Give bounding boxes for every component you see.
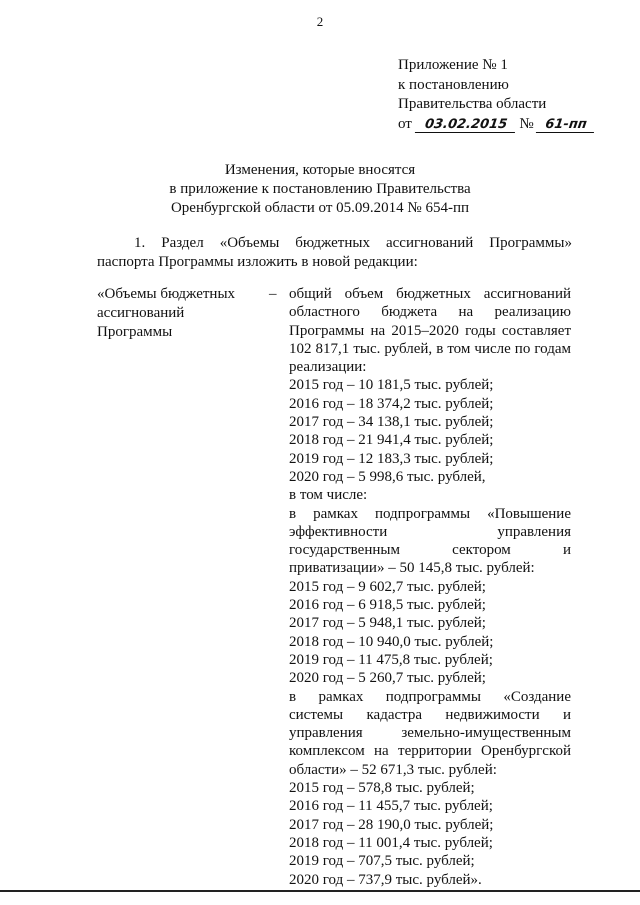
- title-line-2: в приложение к постановлению Правительства: [169, 181, 471, 197]
- sub1-year-2018: 2018 год – 10 940,0 тыс. рублей;: [289, 633, 494, 650]
- total-year-2020: 2020 год – 5 998,6 тыс. рублей,: [289, 468, 486, 485]
- label-line-1: «Объемы бюджетных: [97, 286, 236, 302]
- sub1-year-2020: 2020 год – 5 260,7 тыс. рублей;: [289, 670, 486, 687]
- number-label: №: [519, 115, 534, 132]
- appendix-date-line: [398, 115, 595, 135]
- appendix-resolution: к постановлению: [398, 76, 509, 93]
- total-intro: общий объем бюджетных ассигнований областного бюджета на реализацию Программы на 2015–2020 годы составляет 102 817,1 тыс. рублей, в том числе по годам реализации:: [289, 286, 571, 376]
- from-label: от: [398, 115, 412, 132]
- total-year-2018: 2018 год – 21 941,4 тыс. рублей;: [289, 432, 494, 449]
- appendix-government: Правительства области: [398, 96, 547, 112]
- total-year-2015: 2015 год – 10 181,5 тыс. рублей;: [289, 377, 494, 394]
- sub1-year-2016: 2016 год – 6 918,5 тыс. рублей;: [289, 597, 486, 614]
- handwritten-date: 03.02.2015: [414, 117, 516, 133]
- footer-rule: [0, 890, 640, 892]
- budget-label: [97, 285, 257, 342]
- total-year-2016: 2016 год – 18 374,2 тыс. рублей;: [289, 395, 494, 412]
- handwritten-number: 61-пп: [536, 117, 596, 133]
- sub2-year-2015: 2015 год – 578,8 тыс. рублей;: [289, 780, 475, 797]
- title-line-3: Оренбургской области от 05.09.2014 № 654-пп: [170, 200, 470, 216]
- total-year-2017: 2017 год – 34 138,1 тыс. рублей;: [289, 414, 494, 431]
- subprogram-2-intro: в рамках подпрограммы «Создание системы кадастра недвижимости и управления земельно-имущественным комплексом на территории Оренбургской области» – 52 671,3 тыс. рублей:: [289, 688, 571, 778]
- budget-content: [289, 285, 571, 889]
- appendix-block: [398, 56, 595, 134]
- sub1-year-2017: 2017 год – 5 948,1 тыс. рублей;: [289, 615, 486, 632]
- sub1-year-2015: 2015 год – 9 602,7 тыс. рублей;: [289, 578, 486, 595]
- label-line-2: ассигнований: [97, 305, 185, 321]
- sub2-year-2018: 2018 год – 11 001,4 тыс. рублей;: [289, 834, 493, 851]
- sub2-year-2019: 2019 год – 707,5 тыс. рублей;: [289, 853, 475, 870]
- section-paragraph: 1. Раздел «Объемы бюджетных ассигнований Программы» паспорта Программы изложить в новой редакции:: [97, 235, 572, 270]
- page-number: 2: [316, 14, 324, 29]
- sub2-year-2017: 2017 год – 28 190,0 тыс. рублей;: [289, 816, 494, 833]
- sub2-year-2016: 2016 год – 11 455,7 тыс. рублей;: [289, 798, 493, 815]
- sub2-year-2020: 2020 год – 737,9 тыс. рублей».: [289, 871, 482, 888]
- total-year-2019: 2019 год – 12 183,3 тыс. рублей;: [289, 450, 494, 467]
- appendix-title: Приложение № 1: [398, 57, 508, 73]
- title-line-1: Изменения, которые вносятся: [224, 162, 416, 178]
- sub1-year-2019: 2019 год – 11 475,8 тыс. рублей;: [289, 651, 493, 668]
- label-dash: –: [269, 286, 277, 302]
- label-line-3: Программы: [97, 324, 173, 340]
- subprogram-1-intro: в рамках подпрограммы «Повышение эффективности управления государственным сектором и приватизации» – 50 145,8 тыс. рублей:: [289, 505, 571, 577]
- including-label: в том числе:: [289, 487, 368, 504]
- document-title: [0, 161, 640, 218]
